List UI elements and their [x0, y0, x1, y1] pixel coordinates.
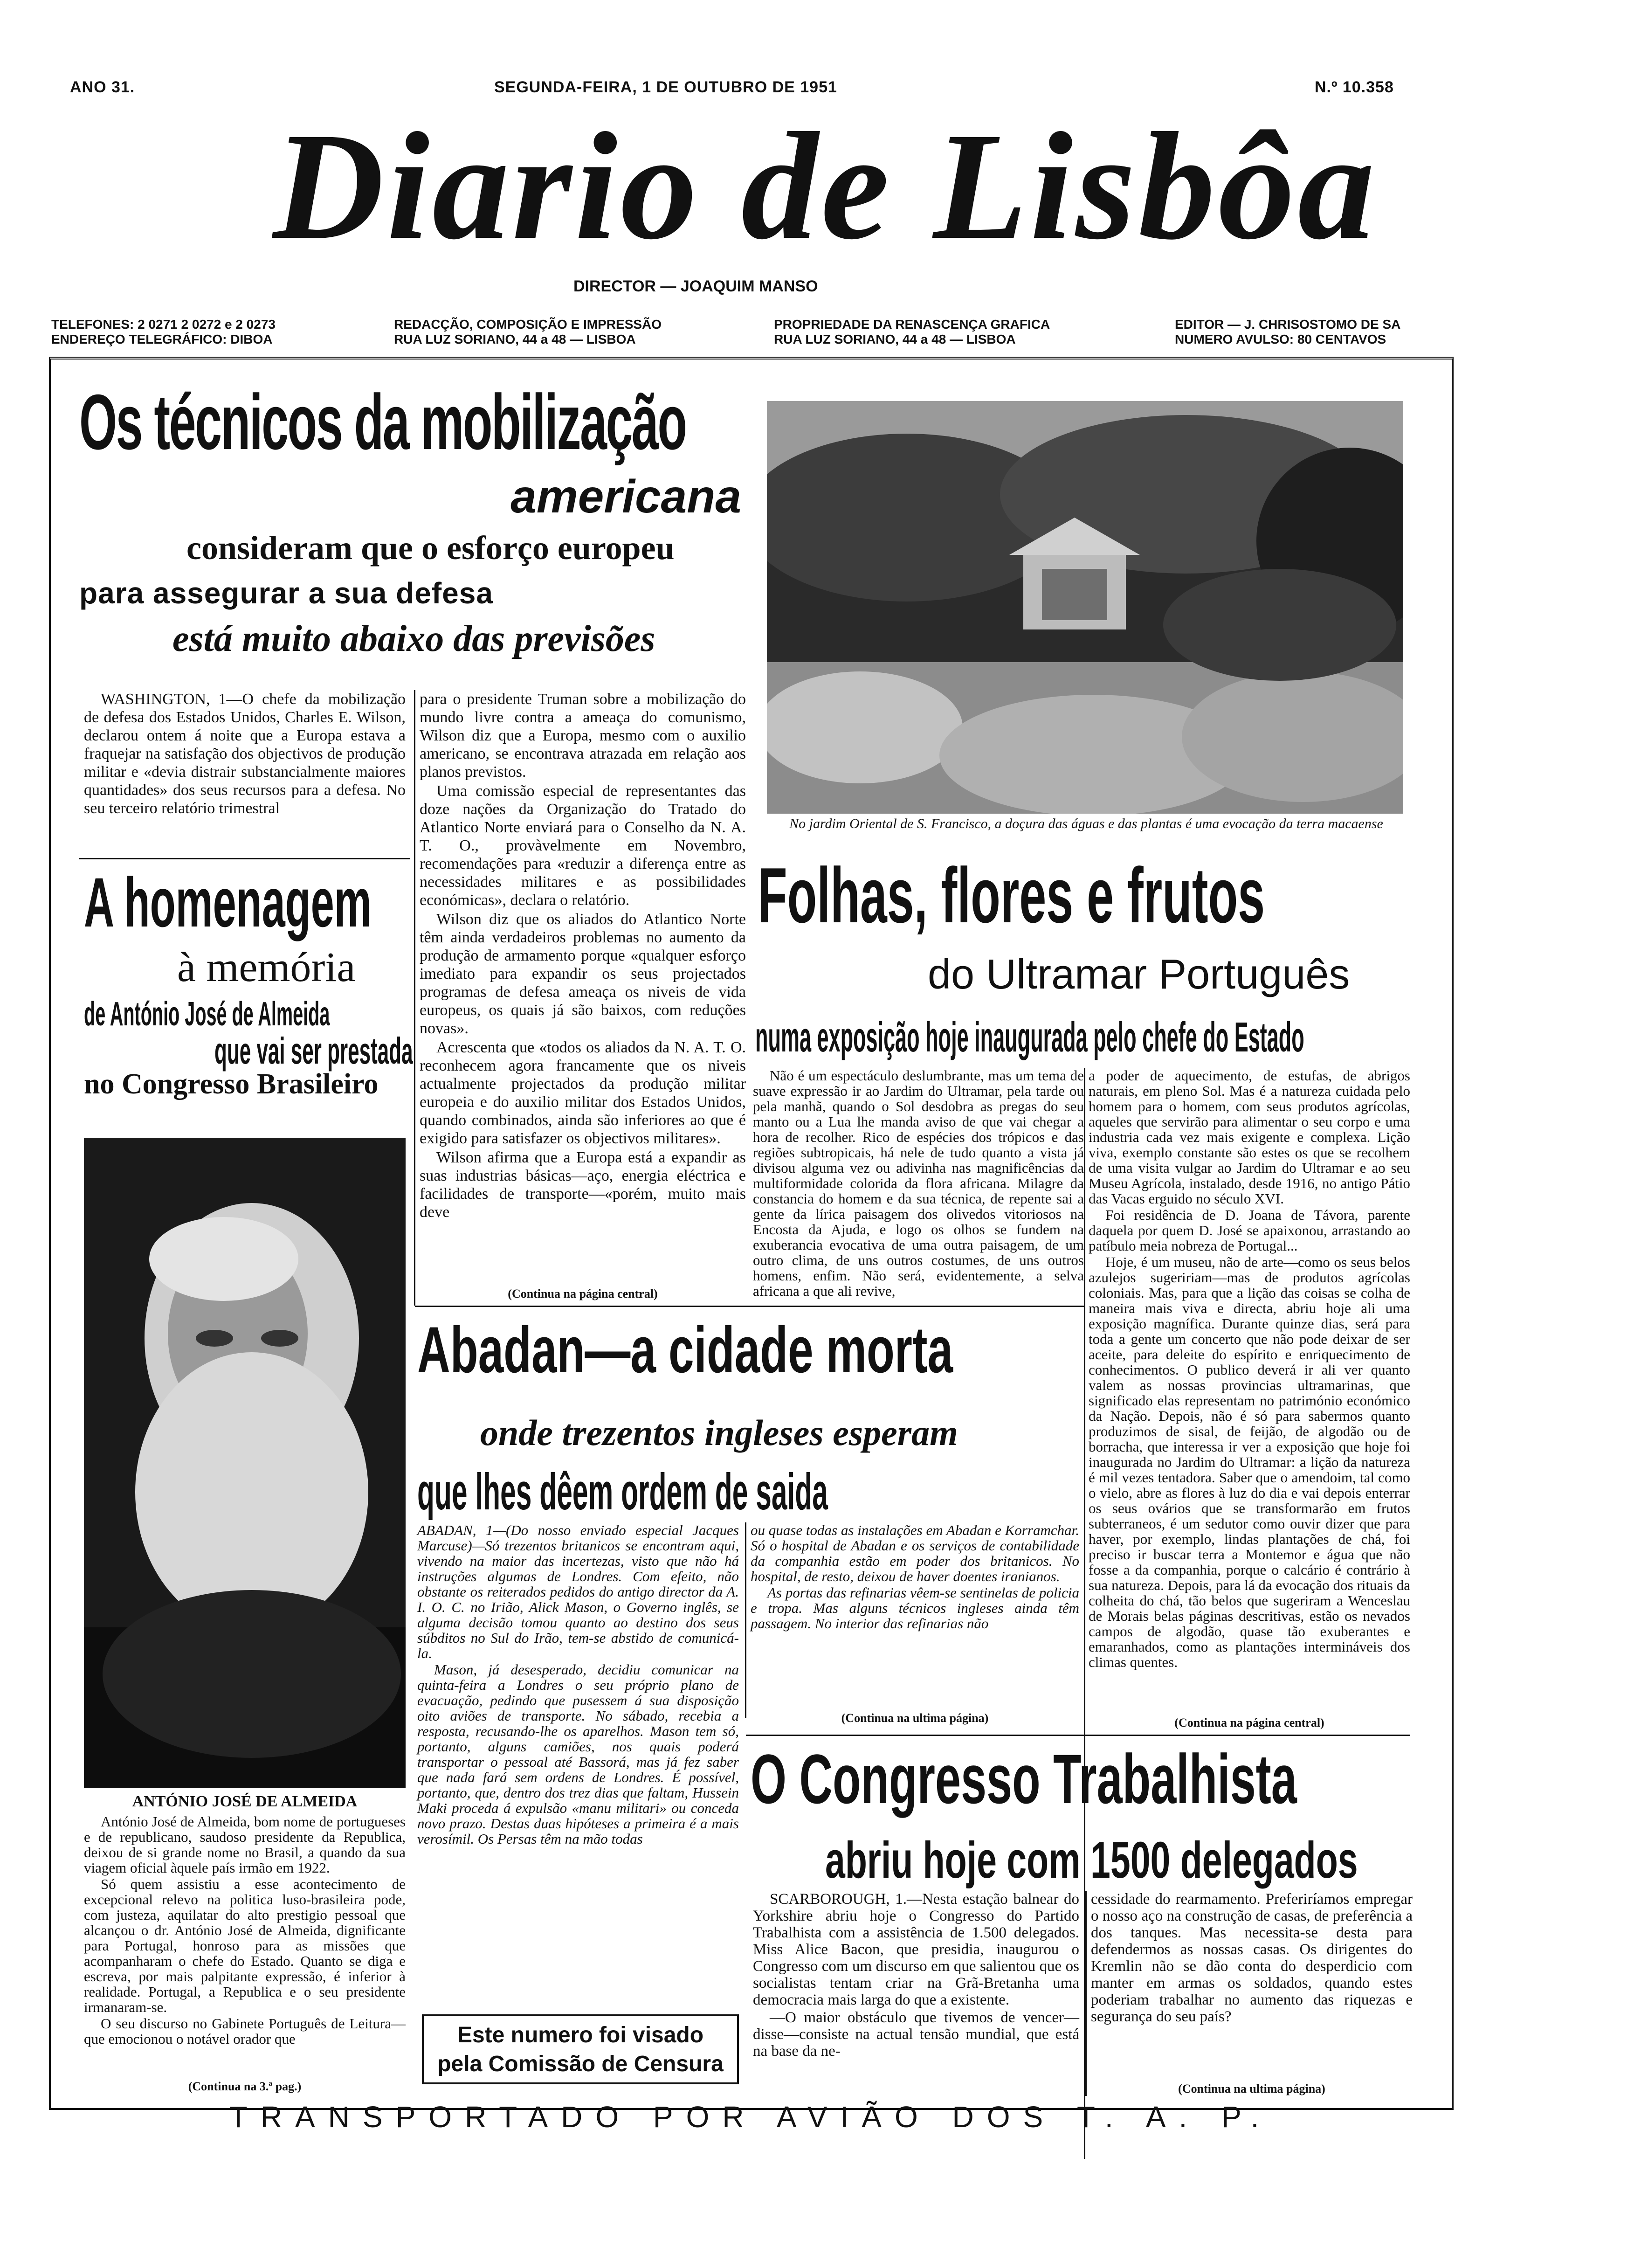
footer-banner: TRANSPORTADO POR AVIÃO DOS T. A. P.	[229, 2100, 1272, 2134]
mobilization-column-1	[84, 690, 406, 818]
redaction-block	[394, 317, 662, 347]
abadan-continued: (Continua na ultima página)	[841, 1711, 989, 1725]
portrait-image	[84, 1138, 406, 1788]
redaction-line1: REDACÇÃO, COMPOSIÇÃO E IMPRESSÃO	[394, 317, 662, 332]
labour-para-2: —O maior obstáculo que tivemos de vencer—disse—consiste na actual tensão mundial, que está na base da ne-	[753, 2009, 1079, 2060]
abadan-para-2: Mason, já desesperado, decidiu comunicar na quinta-feira a Londres o seu próprio plano de evacuação, pedindo que pusessem á sua disposição oito aviões de transporte. No sábado, recebia a resposta, recusando-lhe os aparelhos. Mason tem só, portanto, alguns camiões, nos quais poderá transportar o pessoal até Bassorá, mas já fez saber que nada fará sem ordens de Londres. É possível, portanto, que, dentro dos trez dias que faltam, Hussein Maki proceda á expulsão «manu militari» ou conceda novo prazo. Destas duas hipóteses a primeira é a mais verosímil. Os Persas têm na mão todas	[417, 1661, 739, 1847]
censorship-notice	[422, 2014, 739, 2084]
telephones-block	[51, 317, 276, 347]
mobilization-para-3: Uma comissão especial de representantes das doze nações da Organização do Tratado do Atlantico Norte enviará para o Conselho da N. A. T. O., provàvelmente em Novembro, recomendações para «reduzir a diferença entre as necessidades militares e as possibilidades económicas», declara o relatório.	[420, 782, 746, 909]
headline-abadan: Abadan—a cidade morta	[417, 1313, 953, 1386]
exhibition-column-1	[753, 1068, 1084, 1300]
abadan-para-4: As portas das refinarias vêem-se sentinelas de policia e tropa. Mas alguns técnicos ingleses ainda têm passagem. No interior das refinarias não	[751, 1584, 1079, 1632]
headline-folhas: Folhas, flores e frutos	[758, 851, 1265, 939]
article-mobilization	[79, 378, 751, 659]
price-line: NUMERO AVULSO: 80 CENTAVOS	[1175, 332, 1386, 346]
headline-homenagem: A homenagem	[84, 863, 372, 941]
mobilization-para-4: Wilson diz que os aliados do Atlantico Norte têm ainda verdadeiros problemas no aumento da produção de armamento porque «qualquer esforço imediato para expandir os seus projectados programas de defesa ameaça os niveis de vida europeus, os quais já são baixos, com reduções novas».	[420, 911, 746, 1037]
headline-mobilization: Os técnicos da mobilização	[79, 378, 686, 466]
portrait-caption: ANTÓNIO JOSÉ DE ALMEIDA	[132, 1793, 358, 1810]
headline-memoria: à memória	[177, 944, 356, 990]
exhibition-para-3: Foi residência de D. Joana de Távora, parente daquela por quem D. José se apaixonou, arrastando ao patíbulo meia nobreza de Portugal...	[1089, 1207, 1410, 1254]
column-divider	[414, 690, 415, 1306]
labour-para-1: SCARBOROUGH, 1.—Nesta estação balnear do Yorkshire abriu hoje o Congresso do Partido Trabalhista com a assistência de 1.500 delegados. Miss Alice Bacon, que presidia, inaugurou o Congresso com um discurso em que salientou que os socialistas tentam criar na Grã-Bretanha uma democracia mais larga do que a existente.	[753, 1891, 1079, 2008]
headline-congresso-trabalhista: O Congresso Trabalhista	[751, 1740, 1297, 1818]
mobilization-column-2	[420, 690, 746, 1222]
ownership-block	[774, 317, 1050, 347]
headline-exposicao: numa exposição hoje inaugurada pelo chefe do Estado	[755, 1014, 1304, 1061]
homage-para-1: António José de Almeida, bom nome de portugueses e de republicano, saudoso presidente da Republica, deixou de si grande nome no Brasil, a quando da sua viagem oficial àquele país irmão em 1922.	[84, 1813, 406, 1876]
headline-defesa: para assegurar a sua defesa	[79, 576, 493, 610]
director-line: DIRECTOR — JOAQUIM MANSO	[573, 277, 818, 295]
abadan-para-3: ou quase todas as instalações em Abadan e Korramchar. Só o hospital de Abadan e os serviços de contabilidade da companhia estão em poder dos britanicos. No hospital, de resto, deixou de haver doentes iranianos.	[751, 1522, 1079, 1584]
abadan-column-1	[417, 1522, 739, 1847]
mobilization-para-2: para o presidente Truman sobre a mobilização do mundo livre contra a ameaça do comunismo, Wilson diz que a Europa, mesmo com o auxilio americano, se encontrava atrazada em relação aos planos previstos.	[420, 691, 746, 781]
abadan-column-2	[751, 1522, 1079, 1632]
labour-column-1	[753, 1891, 1079, 2061]
exhibition-continued: (Continua na página central)	[1174, 1716, 1324, 1729]
abadan-para-1: ABADAN, 1—(Do nosso enviado especial Jacques Marcuse)—Só trezentos britanicos se encontram aqui, vivendo na maior das incertezas, visto que não há instruções algumas de Londres. Com efeito, não obstante os reiterados pedidos do antigo director da A. I. O. C. no Irião, Alick Mason, o Governo inglês, se alguma decisão tomou quanto ao destino dos seus súbditos no Sul do Irão, tem-se abstido de comunicá-la.	[417, 1522, 739, 1661]
homage-body	[84, 1814, 406, 2047]
exhibition-para-4: Hoje, é um museu, não de arte—como os seus belos azulejos sugeririam—mas de produtos agrícolas coloniais. Mas, para que a lição das coisas se colha de maneira mais viva e directa, abriu hoje ali uma exposição magnífica. Durante quinze dias, será para toda a gente um concerto que não pode deixar de ser aceite, para deleite do espírito e enriquecimento de conhecimentos. O publico deverá ir ali ver quanto valem as nossas provincias ultramarinas, que significado elas representam no património económico da Nação. Depois, não é só para sabermos quanto produzimos de sisal, de feijão, de algodão ou de borracha, que interessa ir ver a exposição que hoje foi inaugurada no Jardim do Ultramar: a lição da natureza é mil vezes tentadora. Saber que o amendoim, tal como o vielo, abre as flores à luz do dia e vai depois enterrar os seus ovários que se transformarão em frutos subterraneos, é um sedutor como ouvir dizer que para haver, por exemplo, lindas plantações de chá, foi preciso ir buscar terra a Montemor e água que não fosse a da companhia, porque o calcário é contrário à sua natureza. Depois, para lá da evocação dos rituais da colheita do chá, tão belos que sugeriram a Wenceslau de Morais belas páginas descritivas, estão os nevados campos de algodão, quase tão exuberantes e emaranhados, como as plantações intermináveis dos climas quentes.	[1089, 1254, 1410, 1670]
censorship-line-2: pela Comissão de Censura	[437, 2052, 724, 2076]
editor-block	[1175, 317, 1400, 347]
mobilization-continued: (Continua na página central)	[508, 1287, 658, 1300]
mobilization-para-1: WASHINGTON, 1—O chefe da mobilização de defesa dos Estados Unidos, Charles E. Wilson, declarou ontem á noite que a Europa estava a fraquejar na satisfação dos objectivos de produção militar e «devia distrair substancialmente maiores quantidades» dos seus recursos para a defesa. No seu terceiro relatório trimestral	[84, 691, 406, 817]
headline-americana: americana	[510, 470, 741, 523]
telephones: TELEFONES: 2 0271 2 0272 e 2 0273	[51, 317, 276, 332]
exhibition-para-1: Não é um espectáculo deslumbrante, mas um tema de suave expressão ir ao Jardim do Ultramar, pela tarde ou pela manhã, quando o Sol desdobra as pregas do seu manto ou a Lua lhe manda aviso de que vai chegar a hora de recolher. Rico de espécies dos trópicos e das regiões subtropicais, há nele de tudo quanto a vista já divisou alguma vez ou adivinha nas magnificências da multiformidade colorida da flora africana. Milagre da constancia do homem e da sua técnica, de repente sai a gente da lírica paisagem dos olivedos vitoriosos na Encosta da Ajuda, e logo os olhos se fundem na exuberancia evocativa de uma outra paisagem, de um outro clima, de uns outros costumes, de uns outros homens, enfim. Não será, evidentemente, a selva africana a que ali revive,	[753, 1067, 1084, 1299]
censorship-line-1: Este numero foi visado	[457, 2023, 704, 2047]
garden-photo	[767, 401, 1403, 814]
telegraphic-address: ENDEREÇO TELEGRÁFICO: DIBOA	[51, 332, 273, 346]
section-rule	[415, 1306, 1084, 1307]
column-divider	[1085, 1891, 1087, 2096]
headline-almeida: de António José de Almeida	[84, 996, 330, 1033]
newspaper-title-text: Diario de Lisbôa	[273, 101, 1378, 271]
homage-continued: (Continua na 3.ª pag.)	[188, 2080, 302, 2093]
headline-saida: que lhes dêem ordem de saida	[417, 1463, 828, 1521]
issue-number: N.º 10.358	[1315, 78, 1394, 96]
headline-trezentos: onde trezentos ingleses esperam	[480, 1412, 958, 1453]
newspaper-title	[65, 96, 1585, 277]
homage-para-2: Só quem assistiu a esse acontecimento de excepcional relevo na politica luso-brasileira pode, com justeza, aquilatar do alto prestigio pessoal que alcançou o dr. António José de Almeida, dignificante para Portugal, honroso para as missões que acompanharam o chefe do Estado. Quanto se diga e escreva, por mais palpitante expressão, é inferior à realidade. Portugal, a Republica e o seu presidente irmanaram-se.	[84, 1876, 406, 2015]
labour-para-3: cessidade do rearmamento. Preferiríamos empregar o nosso aço na construção de casas, de preferência a dos tanques. Mas necessita-se desta para defendermos as nossas casas. Os dirigentes do Kremlin não se dão conta do desperdicio com manter em armas os soldados, quando estes poderiam trabalhar no aumento das riquezas e segurança do seu país?	[1091, 1891, 1413, 2025]
headline-ultramar: do Ultramar Português	[928, 951, 1350, 998]
year-label: ANO 31.	[70, 78, 135, 96]
headline-consideram: consideram que o esforço europeu	[186, 529, 675, 567]
labour-column-2	[1091, 1891, 1413, 2026]
ownership-line1: PROPRIEDADE DA RENASCENÇA GRAFICA	[774, 317, 1050, 332]
ownership-line2: RUA LUZ SORIANO, 44 a 48 — LISBOA	[774, 332, 1016, 346]
mobilization-para-6: Wilson afirma que a Europa está a expandir as suas industrias básicas—aço, energia eléctrica e facilidades de transporte—«porém, muito mais deve	[420, 1149, 746, 1221]
portrait-photo	[84, 1138, 406, 1788]
headline-delegados: abriu hoje com 1500 delegados	[825, 1832, 1358, 1889]
redaction-line2: RUA LUZ SORIANO, 44 a 48 — LISBOA	[394, 332, 636, 346]
labour-continued: (Continua na ultima página)	[1178, 2082, 1325, 2095]
exhibition-column-2	[1089, 1068, 1410, 1671]
headline-previsoes: está muito abaixo das previsões	[172, 618, 655, 659]
section-rule	[79, 858, 410, 859]
exhibition-para-2: a poder de aquecimento, de estufas, de abrigos naturais, em pleno Sol. Mas é a natureza cuidada pelo homem para o homem, com seus produtos agrícolas, aqueles que servirão para alimentar o seu corpo e uma industria cada vez mais exigente e complexa. Lição viva, exemplo constante são estes os que se recolhem de uma visita vulgar ao Jardim do Ultramar e ao seu Museu Agrícola, instalado, desde 1916, no antigo Pátio das Vacas erguido no século XVI.	[1089, 1067, 1410, 1207]
mobilization-para-5: Acrescenta que «todos os aliados da N. A. T. O. reconhecem agora francamente que os niveis actualmente projectados da produção militar europeia e do auxilio militar dos Estados Unidos, quando combinados, ainda são inferiores ao que é exigido para satisfazer os objectivos militares».	[420, 1039, 746, 1147]
article-homage	[84, 863, 413, 1100]
date-label: SEGUNDA-FEIRA, 1 DE OUTUBRO DE 1951	[494, 78, 837, 96]
editor-line: EDITOR — J. CHRISOSTOMO DE SA	[1175, 317, 1401, 332]
section-rule	[746, 1735, 1410, 1736]
headline-congresso-brasileiro: no Congresso Brasileiro	[84, 1068, 379, 1100]
column-divider	[745, 1522, 746, 1718]
homage-para-3: O seu discurso no Gabinete Português de Leitura—que emocionou o notável orador que	[84, 2015, 406, 2047]
garden-image	[767, 401, 1403, 814]
headline-prestada: que vai ser prestada	[214, 1030, 413, 1072]
garden-photo-caption: No jardim Oriental de S. Francisco, a doçura das águas e das plantas é uma evocação da terra macaense	[789, 816, 1383, 831]
